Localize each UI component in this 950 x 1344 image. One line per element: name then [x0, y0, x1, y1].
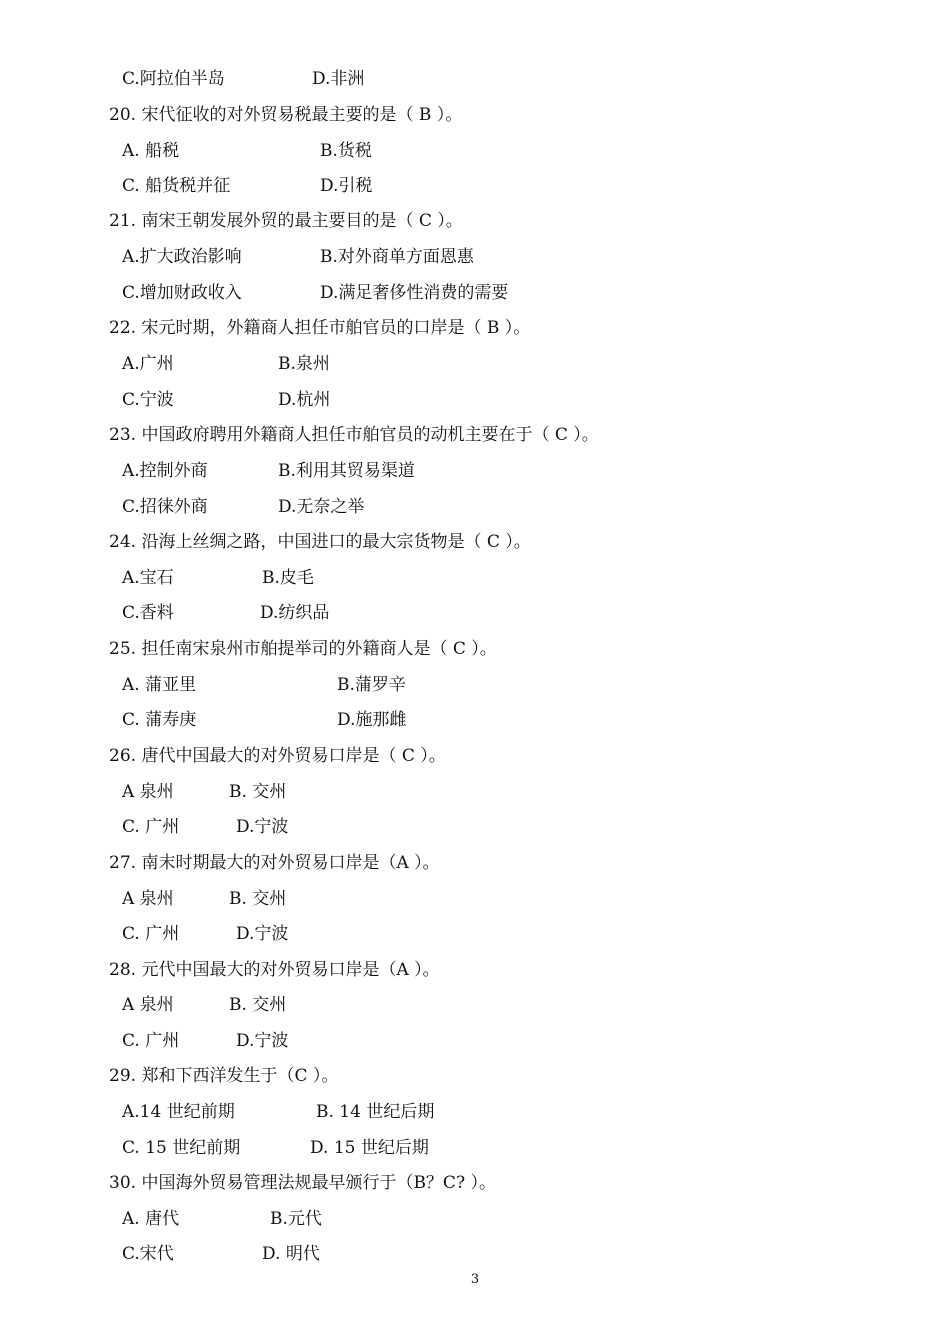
option-a: C. 广州 — [122, 1031, 180, 1051]
option-a: C.增加财政收入 — [122, 283, 242, 303]
option-b: B.泉州 — [278, 354, 330, 374]
option-b: B.皮毛 — [262, 568, 314, 588]
option-b: D.非洲 — [312, 69, 365, 89]
option-b: D. 15 世纪后期 — [310, 1138, 429, 1158]
option-a: C.香料 — [122, 603, 174, 623]
option-a: C. 15 世纪前期 — [122, 1138, 241, 1158]
option-b: B. 交州 — [229, 782, 287, 802]
option-a: C.宋代 — [122, 1244, 174, 1264]
question-27: 27. 南末时期最大的对外贸易口岸是（A ）。 — [109, 853, 440, 873]
question-26: 26. 唐代中国最大的对外贸易口岸是（ C ）。 — [109, 746, 446, 766]
option-b: D.宁波 — [236, 924, 289, 944]
option-a: A. 蒲亚里 — [122, 675, 197, 695]
question-28: 28. 元代中国最大的对外贸易口岸是（A ）。 — [109, 960, 440, 980]
question-22: 22. 宋元时期，外籍商人担任市舶官员的口岸是（ B ）。 — [109, 318, 531, 338]
option-b: B.货税 — [320, 141, 372, 161]
option-b: B. 交州 — [229, 889, 287, 909]
question-30: 30. 中国海外贸易管理法规最早颁行于（B？C? ）。 — [109, 1173, 496, 1193]
option-a: A. 船税 — [122, 141, 180, 161]
option-b: D.纺织品 — [260, 603, 330, 623]
option-a: C. 船货税并征 — [122, 176, 231, 196]
option-a: C.招徕外商 — [122, 497, 208, 517]
question-25: 25. 担任南宋泉州市舶提举司的外籍商人是（ C ）。 — [109, 639, 497, 659]
question-21: 21. 南宋王朝发展外贸的最主要目的是（ C ）。 — [109, 211, 463, 231]
option-b: B.利用其贸易渠道 — [278, 461, 415, 481]
option-b: D. 明代 — [262, 1244, 320, 1264]
option-a: C. 广州 — [122, 817, 180, 837]
option-a: A.14 世纪前期 — [122, 1102, 235, 1122]
option-a: A. 唐代 — [122, 1209, 180, 1229]
option-b: B. 交州 — [229, 995, 287, 1015]
option-b: B.元代 — [270, 1209, 322, 1229]
option-a: A.宝石 — [122, 568, 174, 588]
option-a: A.广州 — [122, 354, 174, 374]
question-20: 20. 宋代征收的对外贸易税最主要的是（ B ）。 — [109, 105, 463, 125]
option-b: B.对外商单方面恩惠 — [320, 247, 474, 267]
option-b: D.宁波 — [236, 817, 289, 837]
option-a: A 泉州 — [122, 889, 174, 909]
option-a: A.控制外商 — [122, 461, 208, 481]
option-a: C. 蒲寿庚 — [122, 710, 197, 730]
option-b: D.无奈之举 — [278, 497, 365, 517]
question-23: 23. 中国政府聘用外籍商人担任市舶官员的动机主要在于（ C ）。 — [109, 425, 599, 445]
option-a: C.宁波 — [122, 390, 174, 410]
option-a: A 泉州 — [122, 995, 174, 1015]
option-b: D.杭州 — [278, 390, 331, 410]
question-29: 29. 郑和下西洋发生于（C ）。 — [109, 1066, 339, 1086]
option-a: A.扩大政治影响 — [122, 247, 242, 267]
option-b: B.蒲罗辛 — [337, 675, 406, 695]
option-a: C.阿拉伯半岛 — [122, 69, 225, 89]
option-a: C. 广州 — [122, 924, 180, 944]
question-24: 24. 沿海上丝绸之路，中国进口的最大宗货物是（ C ）。 — [109, 532, 531, 552]
page-number: 3 — [470, 1272, 480, 1287]
option-b: D.满足奢侈性消费的需要 — [320, 283, 509, 303]
option-b: D.宁波 — [236, 1031, 289, 1051]
option-a: A 泉州 — [122, 782, 174, 802]
option-b: D.引税 — [320, 176, 373, 196]
option-b: D.施那雌 — [337, 710, 407, 730]
option-b: B. 14 世纪后期 — [316, 1102, 435, 1122]
